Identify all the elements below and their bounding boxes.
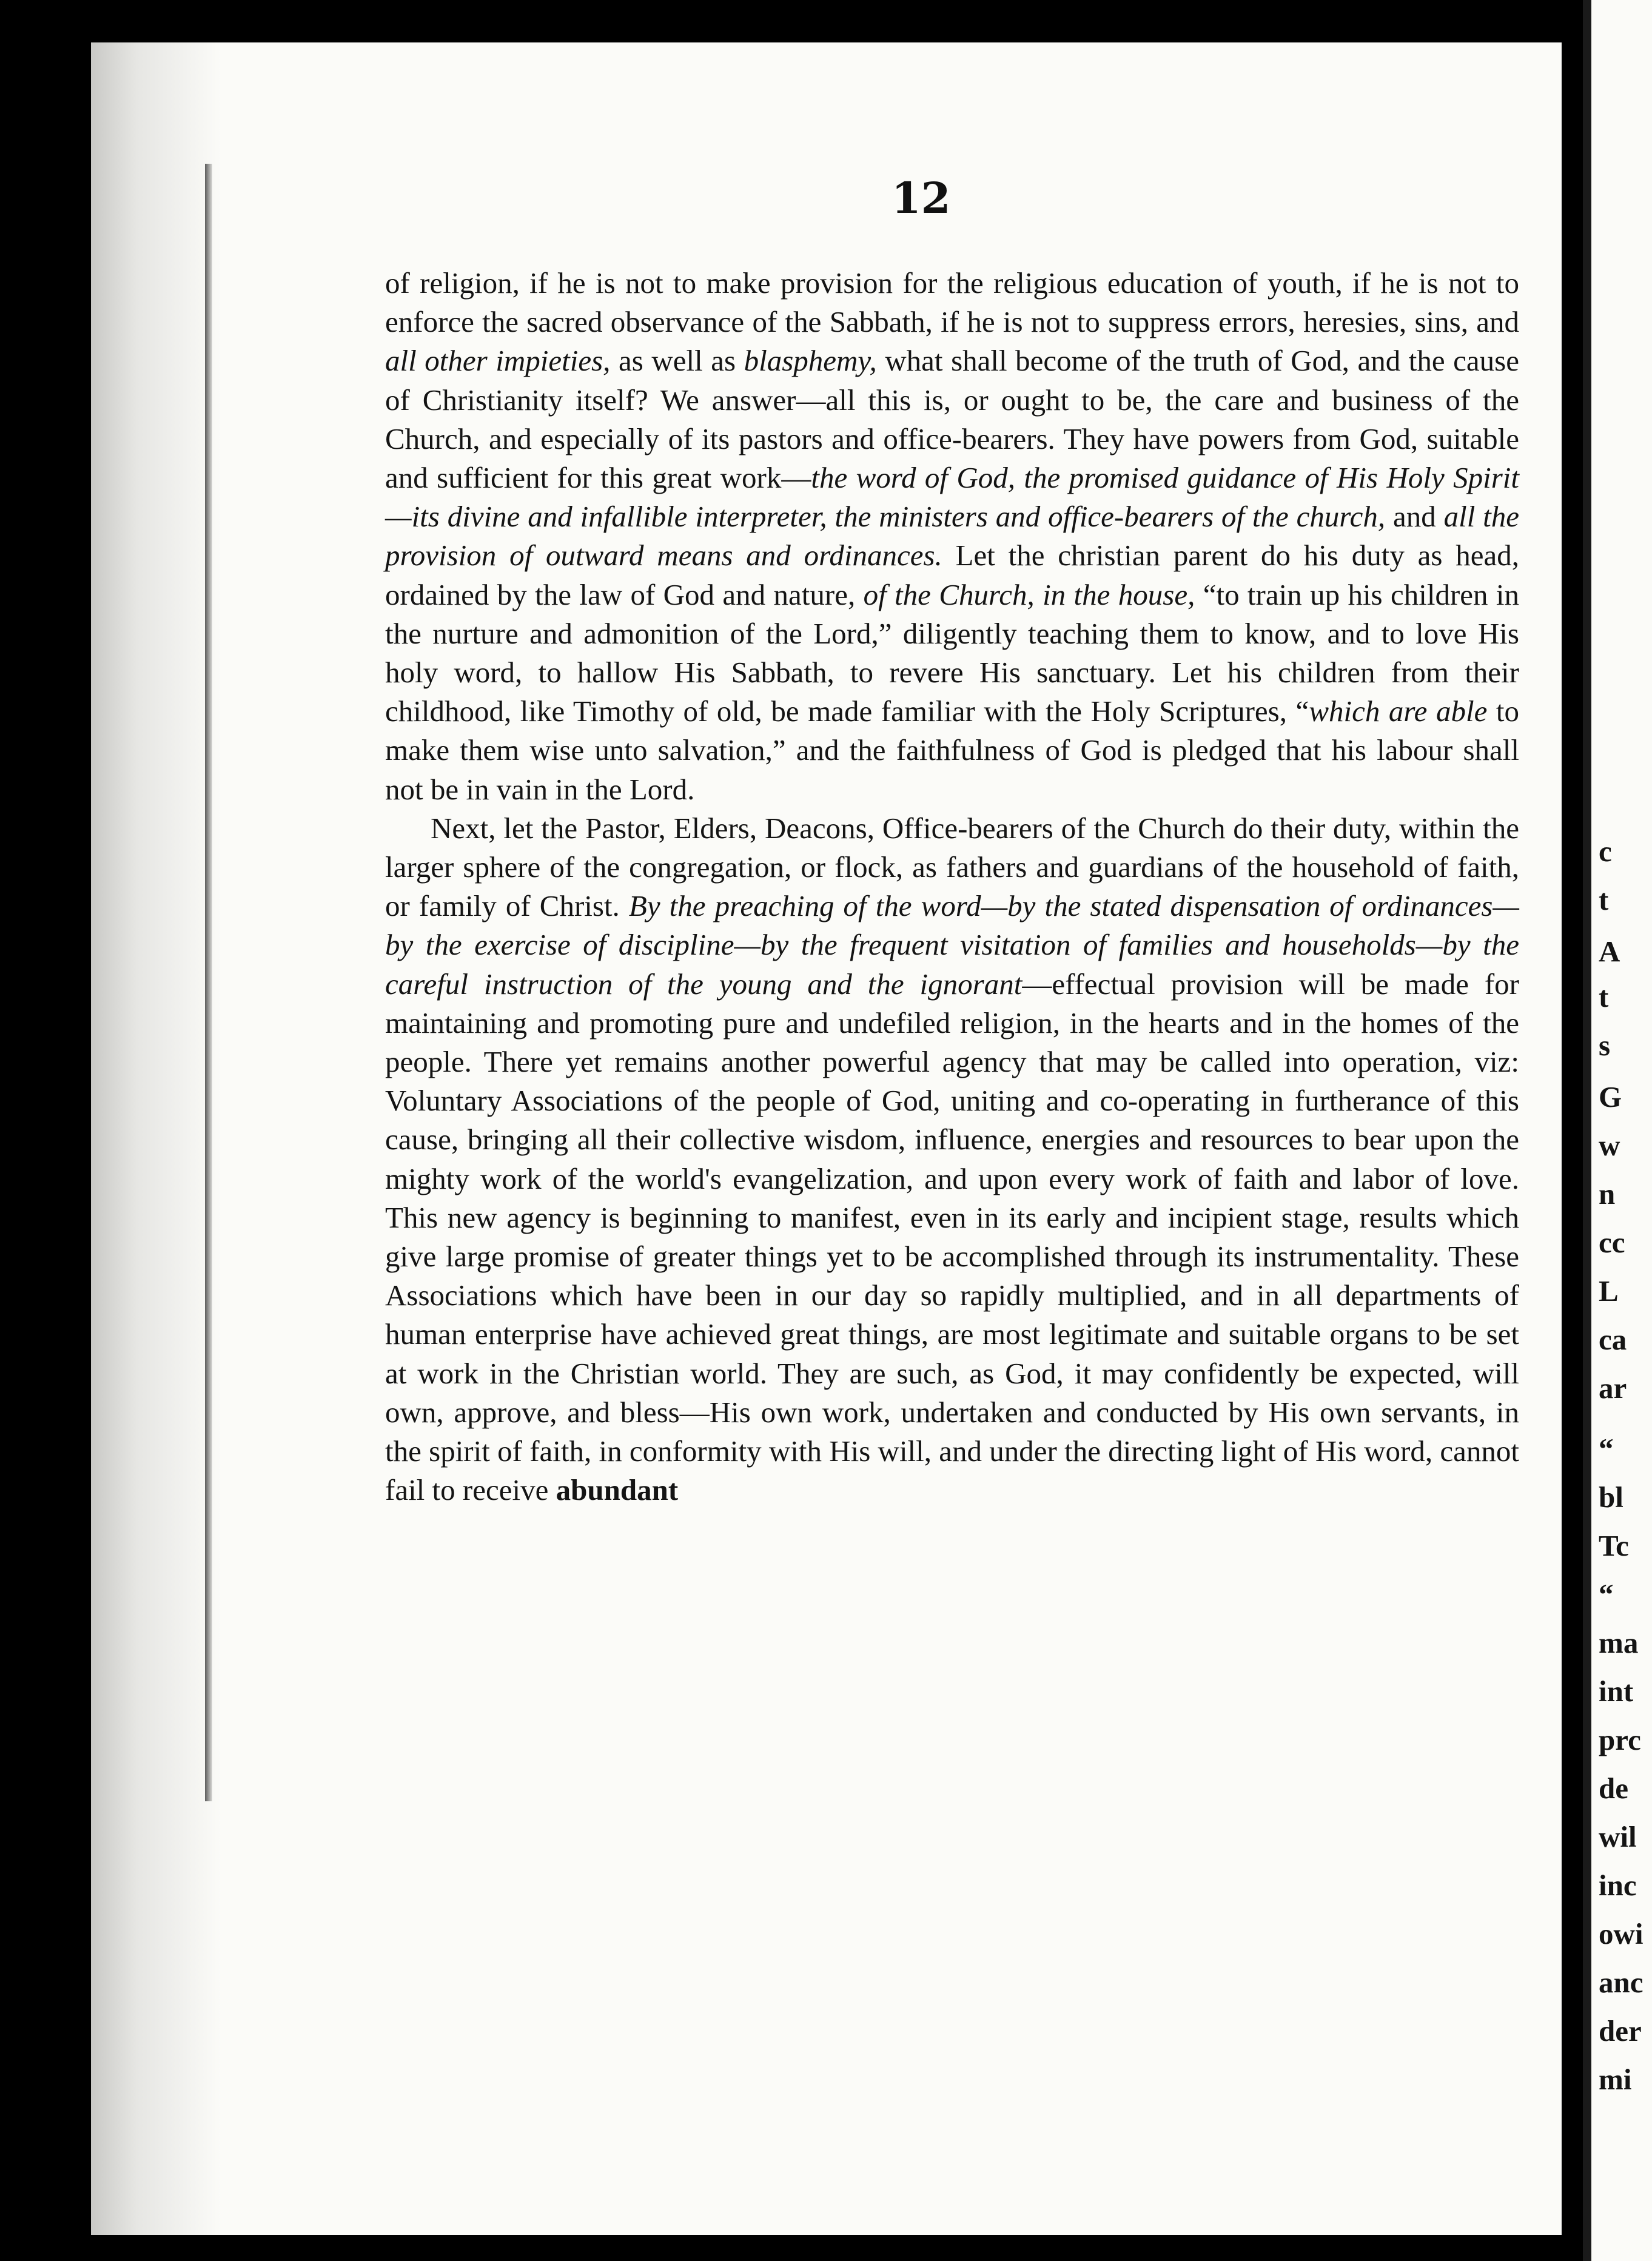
adjacent-page-fragment: anc (1599, 1966, 1644, 1999)
text-run: Next, let the Pastor, Elders, Deacons, Office-bearers of the Church do their duty, within the larger sphere of the congregation, or flock, as fathers and guardians of the household of faith, or family of Christ. (385, 811, 1519, 923)
adjacent-page-fragment: inc (1599, 1869, 1637, 1902)
adjacent-page-fragment: c (1599, 835, 1612, 868)
body-text (385, 264, 1519, 1510)
adjacent-page-fragment: s (1599, 1029, 1611, 1062)
italic-run: which are able (1309, 694, 1488, 728)
italic-run: blasphemy, (744, 344, 877, 378)
text-run: Let the christian parent do his duty as head, ordained by the law of God and nature, (385, 539, 1519, 611)
book-page (91, 42, 1562, 2235)
adjacent-page-fragment: wil (1599, 1820, 1637, 1853)
binding-shadow (91, 42, 221, 2235)
adjacent-page-fragment: ma (1599, 1626, 1639, 1659)
text-run: what shall become of the truth of God, and the cause of Christianity itself? We answer—all this is, or ought to be, the care and business of the Church, and especially of its pastors and office-bearers. They have powers from God, suitable and sufficient for this great work— (385, 344, 1519, 495)
adjacent-page-fragment: int (1599, 1675, 1634, 1708)
italic-run: the word of God, the promised guidance of His Holy Spirit—its divine and infallible interpreter, the ministers and office-bearers of the church, (385, 461, 1520, 534)
adjacent-page-fragment: cc (1599, 1226, 1625, 1259)
text-run: of religion, if he is not to make provision for the religious education of youth, if he is not to enforce the sacred observance of the Sabbath, if he is not to suppress errors, heresies, sins, and (385, 266, 1519, 339)
paragraph-1 (385, 264, 1519, 809)
adjacent-page-fragment: “ (1599, 1432, 1614, 1465)
adjacent-page-fragment: A (1599, 935, 1620, 968)
gutter-edge-line (205, 164, 212, 1801)
adjacent-page-fragment: ar (1599, 1371, 1627, 1405)
italic-run: all other impieties, (385, 344, 611, 378)
text-run: as well as (610, 344, 744, 378)
paragraph-2 (385, 809, 1519, 1510)
adjacent-page-fragment: de (1599, 1772, 1628, 1805)
text-run: —effectual provision will be made for maintaining and promoting pure and undefiled religion, in the hearts and in the homes of the people. There yet remains another powerful agency that may be called into operation, viz: Voluntary Associations of the people of God, uniting and co-operating in furtherance of this cause, bringing all their collective wisdom, influence, energies and resources to bear upon the mighty work of the world's evangelization, and upon every work of faith and labor of love. This new agency is beginning to manifest, even in its early and incipient stage, results which give large promise of greater things yet to be accomplished through its instrumentality. These Associations which have been in our day so rapidly multiplied, and in all departments of human enterprise have achieved great things, are most legitimate and suitable organs to be set at work in the Christian world. They are such, as God, it may confidently be expected, will own, approve, and bless—His own work, undertaken and conducted by His own servants, in the spirit of faith, in conformity with His will, and under the directing light of His word, cannot fail to receive (385, 967, 1520, 1507)
adjacent-page-strip (1583, 0, 1652, 2261)
italic-run: of the Church, in the house, (863, 577, 1195, 611)
adjacent-page-fragment: Tc (1599, 1529, 1629, 1562)
adjacent-page-edge (1583, 0, 1591, 2261)
adjacent-page-fragment: t (1599, 980, 1609, 1013)
text-run: and (1385, 500, 1444, 534)
adjacent-page-fragment: w (1599, 1129, 1620, 1162)
text-run: to make them wise unto salvation,” and the faithfulness of God is pledged that his labour shall not be in vain in the Lord. (385, 694, 1519, 806)
bold-run: abundant (556, 1473, 679, 1507)
adjacent-page-fragment: ca (1599, 1323, 1627, 1356)
adjacent-page-fragment: owi (1599, 1917, 1644, 1950)
adjacent-page-fragment: t (1599, 883, 1609, 916)
adjacent-page-fragment: G (1599, 1080, 1622, 1114)
italic-run: all the provision of outward means and ordinances. (385, 500, 1520, 573)
italic-run: By the preaching of the word—by the stated dispensation of ordinances—by the exercise of discipline—by the frequent visitation of families and households—by the careful instruction of the young and the ignorant (385, 889, 1519, 1001)
adjacent-page-fragment: L (1599, 1274, 1619, 1308)
adjacent-page-fragment: prc (1599, 1723, 1641, 1756)
adjacent-page-fragment: n (1599, 1177, 1616, 1211)
text-run: “to train up his children in the nurture and admonition of the Lord,” diligently teaching them to know, and to love His holy word, to hallow His Sabbath, to revere His sanctuary. Let his children from their childhood, like Timothy of old, be made familiar with the Holy Scriptures, “ (385, 577, 1520, 728)
adjacent-page-fragment: “ (1599, 1577, 1614, 1611)
page-number: 12 (891, 173, 951, 223)
adjacent-page-fragment: mi (1599, 2063, 1632, 2096)
adjacent-page-fragment: der (1599, 2014, 1642, 2048)
adjacent-page-fragment: bl (1599, 1480, 1623, 1514)
